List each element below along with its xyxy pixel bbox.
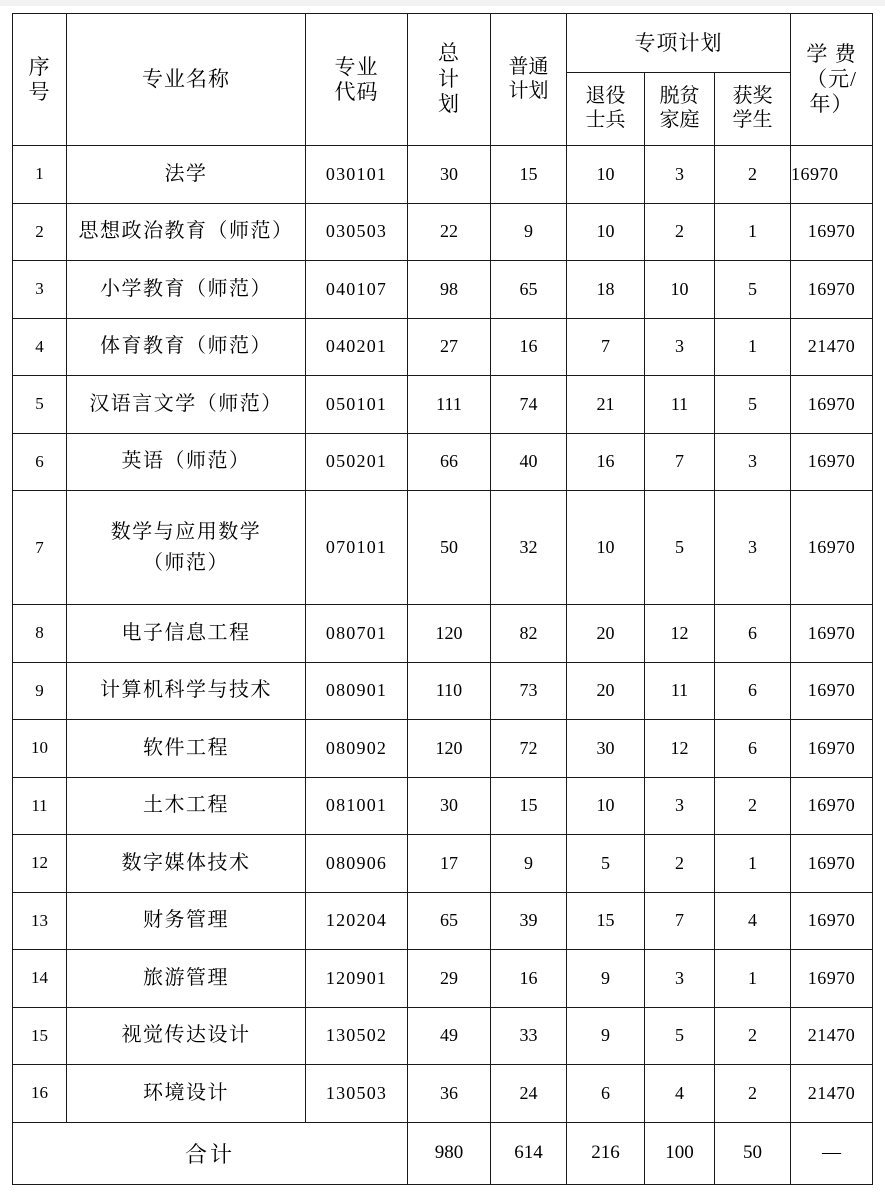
cell-veteran: 18 — [567, 261, 645, 319]
cell-tuition: 21470 — [791, 318, 873, 376]
cell-veteran: 10 — [567, 491, 645, 605]
cell-total-plan: 27 — [408, 318, 491, 376]
major-name-line: （师范） — [143, 551, 229, 574]
header-veteran-soldier — [567, 73, 645, 146]
cell-award: 6 — [715, 720, 791, 778]
cell-veteran: 9 — [567, 1007, 645, 1065]
cell-major-name — [67, 662, 306, 720]
cell-award: 1 — [715, 950, 791, 1008]
cell-poverty: 7 — [645, 433, 715, 491]
cell-index: 12 — [13, 835, 67, 893]
cell-index: 6 — [13, 433, 67, 491]
cell-total-plan: 36 — [408, 1065, 491, 1123]
header-index-line-2: 号 — [28, 79, 51, 104]
table-row — [13, 605, 873, 663]
cell-major-name — [67, 835, 306, 893]
header-total-plan-line-3: 划 — [438, 92, 460, 117]
header-veteran-line-1: 退役 — [585, 85, 626, 108]
header-general-plan-line-1: 普通 — [508, 55, 549, 78]
cell-tuition: 21470 — [791, 1007, 873, 1065]
table-row — [13, 203, 873, 261]
header-row-primary — [13, 14, 873, 73]
cell-major-name — [67, 892, 306, 950]
table-row — [13, 720, 873, 778]
cell-major-code: 070101 — [306, 491, 408, 605]
cell-tuition: 16970 — [791, 433, 873, 491]
cell-tuition: 16970 — [791, 835, 873, 893]
cell-general-plan: 40 — [491, 433, 567, 491]
cell-tuition: 16970 — [791, 491, 873, 605]
cell-veteran: 6 — [567, 1065, 645, 1123]
cell-total-plan: 22 — [408, 203, 491, 261]
cell-major-name — [67, 777, 306, 835]
cell-tuition: 16970 — [791, 203, 873, 261]
cell-major-code: 080701 — [306, 605, 408, 663]
header-major-code — [306, 14, 408, 146]
cell-award: 1 — [715, 835, 791, 893]
header-major-name: 专业名称 — [67, 14, 306, 146]
cell-major-code: 080901 — [306, 662, 408, 720]
top-gray-strip — [0, 0, 885, 6]
cell-general-plan: 65 — [491, 261, 567, 319]
cell-poverty: 5 — [645, 491, 715, 605]
cell-poverty: 3 — [645, 318, 715, 376]
cell-major-code: 120204 — [306, 892, 408, 950]
cell-total-plan: 49 — [408, 1007, 491, 1065]
cell-poverty: 12 — [645, 605, 715, 663]
cell-index: 2 — [13, 203, 67, 261]
cell-tuition: 16970 — [791, 777, 873, 835]
cell-general-plan: 72 — [491, 720, 567, 778]
cell-index: 8 — [13, 605, 67, 663]
header-poverty-line-1: 脱贫 — [659, 85, 700, 108]
cell-major-code: 040107 — [306, 261, 408, 319]
cell-veteran: 16 — [567, 433, 645, 491]
cell-total-plan: 110 — [408, 662, 491, 720]
major-name-line: 电子信息工程 — [121, 621, 251, 644]
cell-veteran: 10 — [567, 777, 645, 835]
cell-major-name — [67, 491, 306, 605]
major-name-line: 英语（师范） — [121, 450, 251, 473]
total-general-plan: 614 — [491, 1122, 567, 1184]
cell-index: 3 — [13, 261, 67, 319]
cell-award: 6 — [715, 662, 791, 720]
total-tuition: — — [791, 1122, 873, 1184]
cell-major-name — [67, 376, 306, 434]
cell-total-plan: 50 — [408, 491, 491, 605]
cell-tuition: 16970 — [791, 892, 873, 950]
major-name-line: 旅游管理 — [143, 966, 229, 989]
enrollment-plan-table — [12, 13, 873, 1185]
major-name-line: 视觉传达设计 — [121, 1024, 251, 1047]
cell-index: 14 — [13, 950, 67, 1008]
cell-veteran: 9 — [567, 950, 645, 1008]
header-total-plan-line-2: 计 — [438, 66, 460, 91]
cell-poverty: 7 — [645, 892, 715, 950]
cell-total-plan: 120 — [408, 720, 491, 778]
cell-total-plan: 30 — [408, 146, 491, 204]
cell-award: 5 — [715, 261, 791, 319]
table-row — [13, 1007, 873, 1065]
cell-major-code: 120901 — [306, 950, 408, 1008]
cell-tuition: 16970 — [791, 146, 873, 204]
major-name-line: 思想政治教育（师范） — [78, 220, 294, 243]
cell-major-name — [67, 1007, 306, 1065]
major-name-line: 法学 — [164, 162, 208, 185]
cell-major-name — [67, 146, 306, 204]
cell-total-plan: 111 — [408, 376, 491, 434]
total-row — [13, 1122, 873, 1184]
cell-total-plan: 120 — [408, 605, 491, 663]
major-name-line: 小学教育（师范） — [100, 277, 272, 300]
header-poverty-line-2: 家庭 — [659, 109, 700, 131]
cell-award: 1 — [715, 318, 791, 376]
cell-index: 4 — [13, 318, 67, 376]
cell-major-code: 130503 — [306, 1065, 408, 1123]
cell-major-name — [67, 318, 306, 376]
cell-tuition: 16970 — [791, 605, 873, 663]
total-veteran: 216 — [567, 1122, 645, 1184]
header-award-student — [715, 73, 791, 146]
header-veteran-line-2: 士兵 — [585, 109, 626, 131]
cell-general-plan: 9 — [491, 835, 567, 893]
cell-total-plan: 98 — [408, 261, 491, 319]
cell-major-code: 080906 — [306, 835, 408, 893]
cell-poverty: 4 — [645, 1065, 715, 1123]
total-label: 合计 — [13, 1122, 408, 1184]
cell-general-plan: 74 — [491, 376, 567, 434]
header-index — [13, 14, 67, 146]
cell-poverty: 2 — [645, 203, 715, 261]
cell-award: 5 — [715, 376, 791, 434]
cell-index: 13 — [13, 892, 67, 950]
header-poverty-family — [645, 73, 715, 146]
major-name-line: 财务管理 — [143, 909, 229, 932]
cell-major-name — [67, 720, 306, 778]
cell-major-code: 050101 — [306, 376, 408, 434]
cell-total-plan: 17 — [408, 835, 491, 893]
major-name-line: 数字媒体技术 — [121, 851, 251, 874]
cell-general-plan: 15 — [491, 146, 567, 204]
header-tuition-line-2: （元/ — [806, 67, 857, 92]
cell-veteran: 15 — [567, 892, 645, 950]
cell-poverty: 12 — [645, 720, 715, 778]
cell-tuition: 21470 — [791, 1065, 873, 1123]
cell-general-plan: 9 — [491, 203, 567, 261]
header-major-code-line-1: 专业 — [334, 54, 379, 79]
cell-poverty: 10 — [645, 261, 715, 319]
header-general-plan-line-2: 计划 — [508, 79, 549, 102]
cell-major-name — [67, 1065, 306, 1123]
header-total-plan — [408, 14, 491, 146]
table-row — [13, 662, 873, 720]
cell-major-code: 030503 — [306, 203, 408, 261]
major-name-line: 环境设计 — [143, 1081, 229, 1104]
table-row — [13, 892, 873, 950]
cell-award: 3 — [715, 491, 791, 605]
cell-award: 4 — [715, 892, 791, 950]
header-general-plan — [491, 14, 567, 146]
cell-major-name — [67, 433, 306, 491]
cell-total-plan: 29 — [408, 950, 491, 1008]
cell-index: 15 — [13, 1007, 67, 1065]
cell-veteran: 10 — [567, 203, 645, 261]
cell-tuition: 16970 — [791, 662, 873, 720]
cell-poverty: 3 — [645, 950, 715, 1008]
cell-general-plan: 33 — [491, 1007, 567, 1065]
cell-general-plan: 39 — [491, 892, 567, 950]
cell-award: 2 — [715, 777, 791, 835]
cell-major-name — [67, 261, 306, 319]
cell-index: 5 — [13, 376, 67, 434]
cell-major-code: 081001 — [306, 777, 408, 835]
total-poverty: 100 — [645, 1122, 715, 1184]
cell-major-code: 130502 — [306, 1007, 408, 1065]
table-header — [13, 14, 873, 146]
major-name-line: 土木工程 — [143, 794, 229, 817]
table-row — [13, 491, 873, 605]
cell-tuition: 16970 — [791, 950, 873, 1008]
enrollment-plan-table-wrapper — [12, 13, 872, 1185]
cell-general-plan: 82 — [491, 605, 567, 663]
cell-major-name — [67, 605, 306, 663]
header-award-line-2: 学生 — [732, 109, 773, 131]
cell-award: 1 — [715, 203, 791, 261]
cell-major-code: 030101 — [306, 146, 408, 204]
table-row — [13, 777, 873, 835]
cell-general-plan: 24 — [491, 1065, 567, 1123]
header-total-plan-line-1: 总 — [438, 41, 460, 66]
cell-major-code: 080902 — [306, 720, 408, 778]
table-row — [13, 835, 873, 893]
cell-veteran: 5 — [567, 835, 645, 893]
table-row — [13, 950, 873, 1008]
cell-general-plan: 15 — [491, 777, 567, 835]
cell-award: 2 — [715, 1007, 791, 1065]
cell-tuition: 16970 — [791, 261, 873, 319]
header-index-line-1: 序 — [28, 54, 51, 79]
cell-poverty: 2 — [645, 835, 715, 893]
cell-veteran: 20 — [567, 662, 645, 720]
cell-major-code: 040201 — [306, 318, 408, 376]
cell-major-name — [67, 950, 306, 1008]
cell-award: 2 — [715, 1065, 791, 1123]
major-name-line: 计算机科学与技术 — [100, 679, 272, 702]
cell-poverty: 3 — [645, 777, 715, 835]
cell-index: 7 — [13, 491, 67, 605]
major-name-line: 体育教育（师范） — [100, 335, 272, 358]
table-row — [13, 318, 873, 376]
cell-tuition: 16970 — [791, 376, 873, 434]
table-row — [13, 376, 873, 434]
header-tuition-line-3: 年） — [809, 91, 854, 116]
cell-general-plan: 73 — [491, 662, 567, 720]
cell-poverty: 5 — [645, 1007, 715, 1065]
cell-general-plan: 16 — [491, 318, 567, 376]
table-body — [13, 146, 873, 1123]
table-row — [13, 1065, 873, 1123]
cell-index: 10 — [13, 720, 67, 778]
cell-total-plan: 65 — [408, 892, 491, 950]
major-name-line: 软件工程 — [143, 736, 229, 759]
cell-index: 1 — [13, 146, 67, 204]
cell-award: 2 — [715, 146, 791, 204]
cell-poverty: 11 — [645, 662, 715, 720]
cell-major-name — [67, 203, 306, 261]
table-row — [13, 146, 873, 204]
cell-veteran: 20 — [567, 605, 645, 663]
cell-index: 16 — [13, 1065, 67, 1123]
cell-veteran: 7 — [567, 318, 645, 376]
table-footer — [13, 1122, 873, 1184]
header-major-code-line-2: 代码 — [334, 79, 379, 104]
cell-veteran: 21 — [567, 376, 645, 434]
header-award-line-1: 获奖 — [732, 85, 773, 108]
cell-veteran: 30 — [567, 720, 645, 778]
header-tuition-line-1: 学 费 — [806, 42, 857, 67]
cell-index: 11 — [13, 777, 67, 835]
table-row — [13, 433, 873, 491]
cell-award: 3 — [715, 433, 791, 491]
cell-total-plan: 66 — [408, 433, 491, 491]
cell-general-plan: 16 — [491, 950, 567, 1008]
cell-total-plan: 30 — [408, 777, 491, 835]
cell-poverty: 11 — [645, 376, 715, 434]
cell-tuition: 16970 — [791, 720, 873, 778]
cell-poverty: 3 — [645, 146, 715, 204]
cell-general-plan: 32 — [491, 491, 567, 605]
total-total-plan: 980 — [408, 1122, 491, 1184]
header-tuition — [791, 14, 873, 146]
major-name-line: 汉语言文学（师范） — [89, 392, 283, 415]
total-award: 50 — [715, 1122, 791, 1184]
cell-index: 9 — [13, 662, 67, 720]
cell-award: 6 — [715, 605, 791, 663]
cell-major-code: 050201 — [306, 433, 408, 491]
major-name-line: 数学与应用数学 — [110, 520, 262, 543]
table-row — [13, 261, 873, 319]
header-special-plan: 专项计划 — [567, 14, 791, 73]
cell-veteran: 10 — [567, 146, 645, 204]
